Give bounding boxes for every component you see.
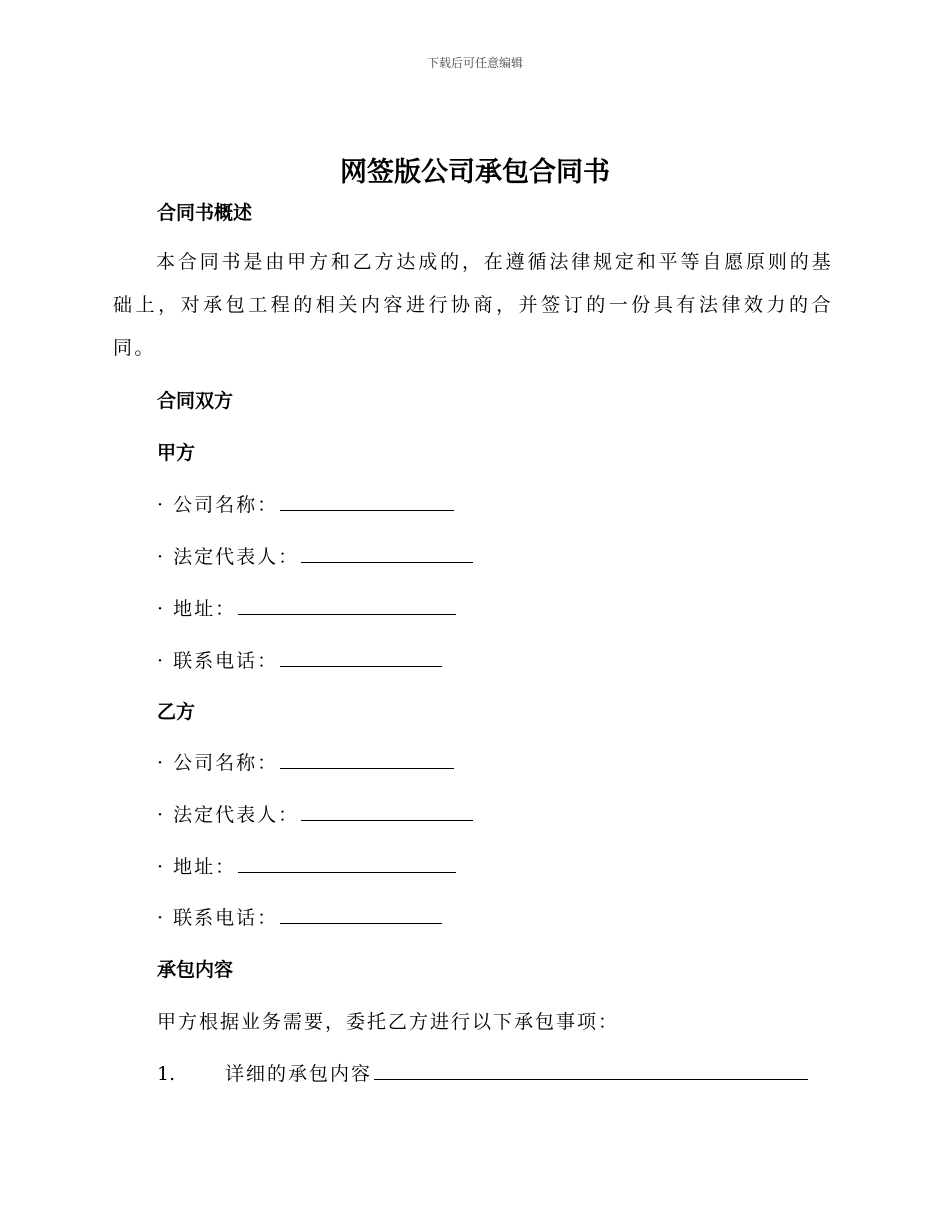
party-a-company-field — [157, 490, 454, 517]
overview-heading: 合同书概述 — [157, 202, 253, 224]
party-a-phone-field — [157, 646, 442, 673]
content-item-1-label: 详细的承包内容 — [225, 1063, 373, 1085]
content-item-1-blank[interactable] — [374, 1061, 808, 1080]
party-b-representative-field — [157, 800, 473, 827]
party-b-company-blank[interactable] — [280, 750, 454, 769]
content-item-1-number: 1. — [157, 1063, 176, 1085]
content-heading: 承包内容 — [157, 959, 234, 981]
overview-paragraph: 本合同书是由甲方和乙方达成的，在遵循法律规定和平等自愿原则的基础上，对承包工程的相关内容进行协商，并签订的一份具有法律效力的合同。 — [113, 251, 833, 359]
document-title: 网签版公司承包合同书 — [340, 157, 610, 188]
party-a-phone-blank[interactable] — [280, 648, 442, 667]
party-b-address-field — [157, 852, 456, 879]
party-b-phone-field — [157, 903, 442, 930]
party-b-phone-blank[interactable] — [280, 905, 442, 924]
content-item-1 — [157, 1059, 808, 1086]
party-a-representative-field — [157, 542, 473, 569]
party-a-heading: 甲方 — [157, 442, 196, 464]
party-a-representative-blank[interactable] — [301, 544, 473, 563]
party-b-phone-label: · 联系电话： — [157, 907, 279, 929]
party-a-company-label: · 公司名称： — [157, 494, 279, 516]
party-a-address-field — [157, 594, 456, 621]
party-b-heading: 乙方 — [157, 701, 196, 723]
party-a-address-label: · 地址： — [157, 598, 237, 620]
party-a-company-blank[interactable] — [280, 492, 454, 511]
party-b-company-label: · 公司名称： — [157, 752, 279, 774]
party-b-address-label: · 地址： — [157, 856, 237, 878]
party-b-address-blank[interactable] — [238, 854, 456, 873]
party-b-representative-blank[interactable] — [301, 802, 473, 821]
party-b-representative-label: · 法定代表人： — [157, 804, 300, 826]
party-b-company-field — [157, 748, 454, 775]
party-a-address-blank[interactable] — [238, 596, 456, 615]
parties-heading: 合同双方 — [157, 390, 234, 412]
content-intro: 甲方根据业务需要，委托乙方进行以下承包事项： — [157, 1011, 620, 1033]
party-a-representative-label: · 法定代表人： — [157, 546, 300, 568]
page-header-note: 下载后可任意编辑 — [426, 56, 523, 70]
party-a-phone-label: · 联系电话： — [157, 650, 279, 672]
